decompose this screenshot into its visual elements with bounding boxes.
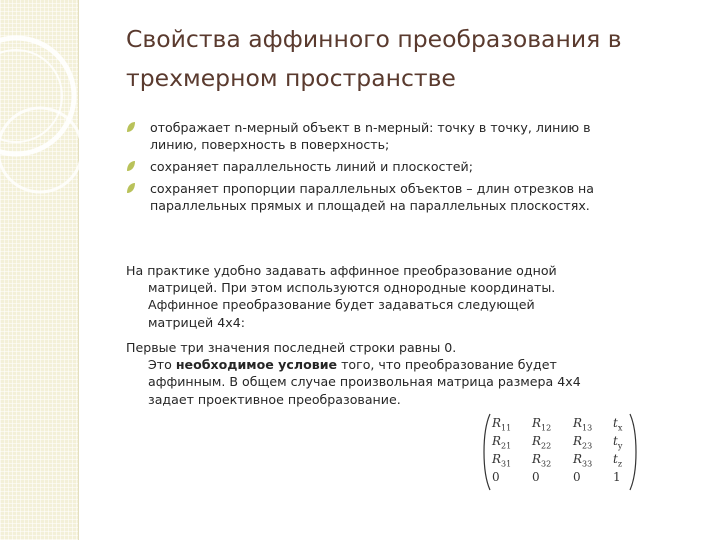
leaf-bullet-icon: [126, 160, 136, 172]
list-item: [126, 158, 596, 175]
slide-title: Свойства аффинного преобразования в трехмерном пространстве: [126, 25, 622, 92]
matrix-cell: $t_y$: [613, 434, 623, 451]
matrix-cell: $R_{22}$: [532, 434, 552, 451]
matrix-cell: 0: [573, 470, 581, 484]
paragraph-continuation: матрицей. При этом используются однородные координаты. Аффинное преобразование будет задаваться следующей матрицей 4x4:: [148, 280, 556, 330]
matrix-cell: $R_{21}$: [492, 434, 512, 451]
matrix-cell: $t_x$: [613, 416, 623, 433]
leaf-bullet-icon: [126, 121, 136, 133]
matrix-cell: 0: [492, 470, 500, 484]
matrix-cell: $R_{33}$: [573, 452, 593, 469]
list-item: [126, 119, 596, 153]
bullet-list: [126, 119, 596, 219]
paragraph-practice: [126, 262, 596, 331]
matrix-cell: $R_{12}$: [532, 416, 552, 433]
paragraph-continuation: [126, 356, 596, 408]
decorative-circles: [0, 0, 80, 540]
condition-emphasis: необходимое условие: [175, 357, 338, 373]
matrix-cell: 1: [613, 470, 621, 484]
condition-rest: того, что преобразование будет аффинным. В общем случае произвольная матрица размера 4x4 задает проективное преобразование.: [148, 357, 581, 407]
leaf-bullet-icon: [126, 182, 136, 194]
bullet-text: отображает n-мерный объект в n-мерный: точку в точку, линию в линию, поверхность в поверхность;: [150, 120, 591, 152]
list-item: [126, 180, 596, 214]
transformation-matrix: [480, 412, 640, 492]
paragraph-condition: [126, 339, 596, 408]
matrix-cell: $R_{11}$: [492, 416, 512, 433]
matrix-cell: $R_{13}$: [573, 416, 593, 433]
matrix-cell: $t_z$: [613, 452, 623, 469]
bullet-text: сохраняет пропорции параллельных объектов – длин отрезков на параллельных прямых и площадей на параллельных плоскостях.: [150, 181, 594, 213]
matrix-cell: $R_{32}$: [532, 452, 552, 469]
paragraph-first-line: Первые три значения последней строки равны 0.: [126, 340, 457, 355]
matrix-cell: $R_{23}$: [573, 434, 593, 451]
bullet-text: сохраняет параллельность линий и плоскостей;: [150, 159, 473, 174]
condition-prefix: Это: [148, 357, 176, 373]
matrix-cell: 0: [532, 470, 540, 484]
paragraph-first-line: На практике удобно задавать аффинное преобразование одной: [126, 263, 557, 278]
matrix-cell: $R_{31}$: [492, 452, 512, 469]
